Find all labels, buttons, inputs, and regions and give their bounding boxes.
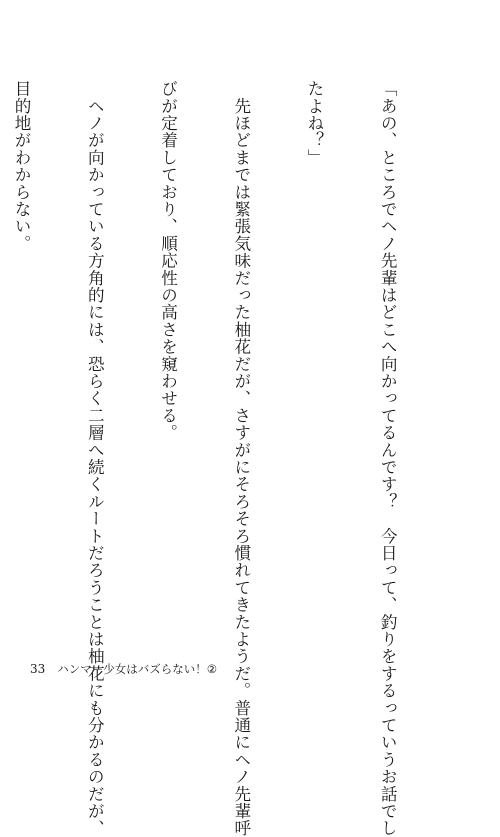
page-footer: [30, 661, 217, 677]
running-title: ハンマー少女はバズらない！②: [57, 662, 218, 676]
text-line: 目的地がわからない。: [12, 80, 32, 252]
text-line: 「あの、ところでヘノ先輩はどこへ向かってるんです？ 今日って、釣りをするっていうお話でし: [378, 80, 398, 837]
text-line: ヘノが向かっている方角的には、恐らく二層へ続くルートだろうことは柚花にも分かるのだが、: [85, 80, 105, 837]
text-line: たよね？」: [304, 80, 324, 166]
text-line: 先ほどまでは緊張気味だった柚花だが、さすがにそろそろ慣れてきたようだ。普通にヘノ先輩呼: [231, 80, 251, 837]
page-number: 33: [30, 662, 46, 676]
text-line: びが定着しており、順応性の高さを窺わせる。: [158, 80, 178, 442]
